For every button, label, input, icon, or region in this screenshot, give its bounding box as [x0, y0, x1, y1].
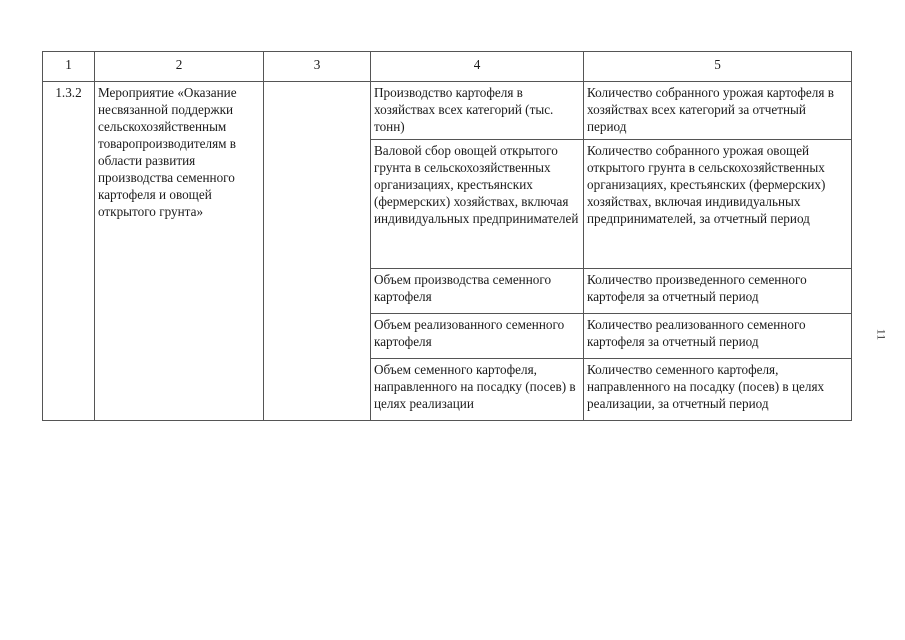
table-header-row [43, 52, 852, 82]
table-row [43, 82, 852, 140]
indicator-method: Количество реализованного семенного картофеля за отчетный период [584, 314, 852, 359]
indicator-name: Объем семенного картофеля, направленного на посадку (посев) в целях реализации [371, 359, 584, 421]
indicators-table [42, 51, 852, 421]
indicator-name: Объем производства семенного картофеля [371, 269, 584, 314]
page-number: 11 [874, 328, 889, 341]
indicator-name: Производство картофеля в хозяйствах всех категорий (тыс. тонн) [371, 82, 584, 140]
header-col-4: 4 [371, 52, 584, 82]
header-col-2: 2 [95, 52, 264, 82]
indicator-name: Объем реализованного семенного картофеля [371, 314, 584, 359]
row-code: 1.3.2 [43, 82, 95, 421]
header-col-1: 1 [43, 52, 95, 82]
indicator-name: Валовой сбор овощей открытого грунта в сельскохозяйственных организациях, крестьянских (фермерских) хозяйствах, включая индивидуальных предпринимателей [371, 140, 584, 269]
header-col-3: 3 [264, 52, 371, 82]
header-col-5: 5 [584, 52, 852, 82]
indicator-method: Количество семенного картофеля, направленного на посадку (посев) в целях реализации, за отчетный период [584, 359, 852, 421]
indicator-method: Количество собранного урожая картофеля в хозяйствах всех категорий за отчетный период [584, 82, 852, 140]
row-event: Мероприятие «Оказание несвязанной поддержки сельскохозяйственным товаропроизводителям в области развития производства семенного картофеля и овощей открытого грунта» [95, 82, 264, 421]
indicator-method: Количество произведенного семенного картофеля за отчетный период [584, 269, 852, 314]
row-col3 [264, 82, 371, 421]
indicator-method: Количество собранного урожая овощей открытого грунта в сельскохозяйственных организациях, крестьянских (фермерских) хозяйствах, включая индивидуальных предпринимателей, за отчетный период [584, 140, 852, 269]
